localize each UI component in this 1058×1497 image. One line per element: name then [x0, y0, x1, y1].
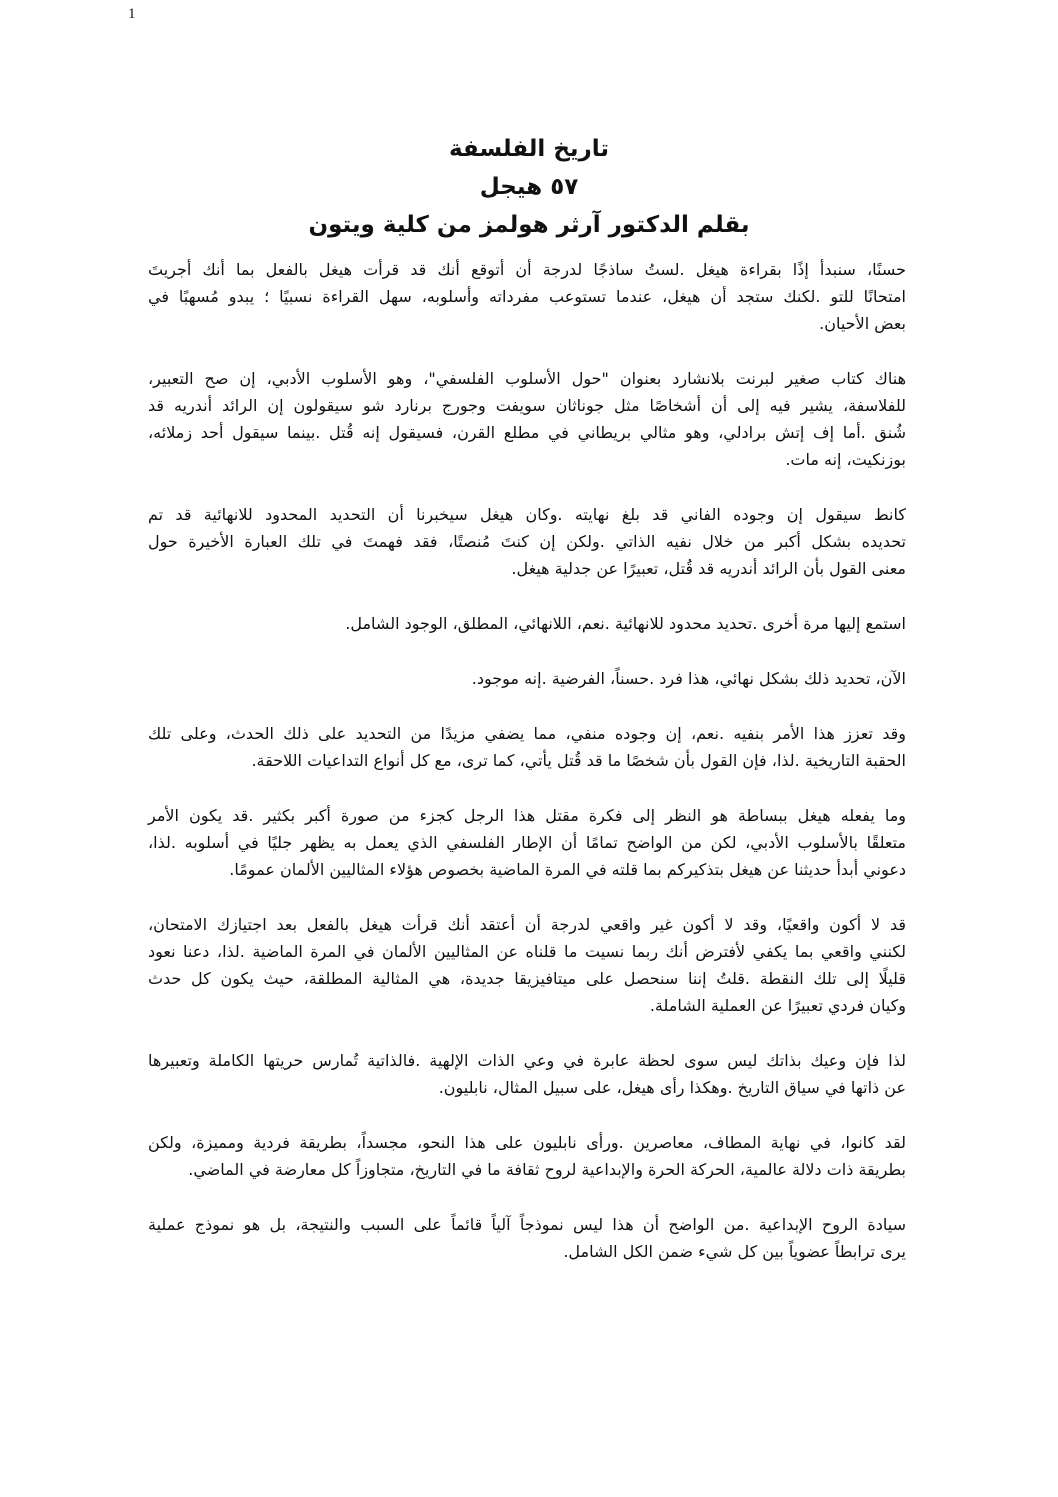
paragraph [148, 911, 906, 1019]
paragraph [148, 501, 906, 582]
page-number: 1 [128, 6, 136, 22]
paragraph-line: شُنق .أما إف إتش برادلي، وهو مثالي بريطاني في مطلع القرن، فسيقول إنه قُتل .بينما سيقول أحد زملائه، [148, 423, 906, 442]
paragraph-line: بوزنكيت، إنه مات. [785, 450, 906, 469]
paragraph-line: بطريقة ذات دلالة عالمية، الحركة الحرة والإبداعية لروح ثقافة ما في التاريخ، متجاوزاً كل معارضة في الماضي. [188, 1160, 906, 1179]
paragraph-line: كانط سيقول إن وجوده الفاني قد بلغ نهايته .وكان هيغل سيخبرنا أن التحديد المحدود للانهائية قد تم [148, 505, 906, 524]
paragraph-line: هناك كتاب صغير لبرنت بلانشارد بعنوان "حول الأسلوب الفلسفي"، وهو الأسلوب الأدبي، إن صح التعبير، [148, 369, 906, 388]
paragraph-line: متعلقًا بالأسلوب الأدبي، لكن من الواضح تمامًا أن الإطار الفلسفي الذي يعمل به يظهر جليًا في أسلوبه .لذا، [148, 833, 906, 852]
paragraph-line: لكنني واقعي بما يكفي لأفترض أنك ربما نسيت ما قلناه عن المثاليين الألمان في المرة الماضية .لذا، دعنا نعود [148, 942, 906, 961]
paragraph [148, 365, 906, 473]
title-line-series: تاريخ الفلسفة [448, 136, 610, 162]
paragraph-line: حسنًا، سنبدأ إذًا بقراءة هيغل .لستُ ساذجًا لدرجة أن أتوقع أنك قد قرأت هيغل بالفعل بما أنك أجريتَ [148, 260, 906, 279]
paragraph [148, 1211, 906, 1265]
paragraph-line: وكيان فردي تعبيرًا عن العملية الشاملة. [649, 996, 906, 1015]
paragraph-line: معنى القول بأن الرائد أندريه قد قُتل، تعبيرًا عن جدلية هيغل. [511, 559, 906, 578]
paragraph-line: قليلًا إلى تلك النقطة .قلتُ إننا سنحصل على ميتافيزيقا جديدة، هي المثالية المطلقة، حيث يكون كل حدث [148, 969, 906, 988]
paragraph-line: الآن، تحديد ذلك بشكل نهائي، هذا فرد .حسناً، الفرضية .إنه موجود. [471, 669, 906, 688]
paragraph [148, 256, 906, 337]
paragraph-line: يرى ترابطاً عضوياً بين كل شيء ضمن الكل الشامل. [563, 1242, 906, 1261]
paragraph [148, 720, 906, 774]
title-line-author: بقلم الدكتور آرثر هولمز من كلية ويتون [308, 212, 750, 238]
paragraph [148, 1129, 906, 1183]
document-title [0, 130, 1058, 244]
paragraph-line: وقد تعزز هذا الأمر بنفيه .نعم، إن وجوده منفي، مما يضفي مزيدًا من التحديد على ذلك الحدث، وعلى تلك [148, 724, 906, 743]
paragraph [148, 1047, 906, 1101]
paragraph [148, 665, 906, 692]
paragraph-line: بعض الأحيان. [819, 314, 906, 333]
paragraph-line: الحقبة التاريخية .لذا، فإن القول بأن شخصًا ما قد قُتل يأتي، كما ترى، مع كل أنواع التداعيات اللاحقة. [251, 751, 906, 770]
paragraph-line: وما يفعله هيغل ببساطة هو النظر إلى فكرة مقتل هذا الرجل كجزء من صورة أكبر بكثير .قد يكون الأمر [148, 806, 906, 825]
title-line-lecture: ٥٧ هيجل [479, 174, 579, 200]
paragraph-line: تحديده بشكل أكبر من خلال نفيه الذاتي .ولكن إن كنتَ مُنصتًا، فقد فهمتَ في تلك العبارة الأخيرة حول [148, 532, 906, 551]
paragraph-line: امتحانًا للتو .لكنك ستجد أن هيغل، عندما تستوعب مفرداته وأسلوبه، سهل القراءة نسبيًا ؛ يبدو مُسهبًا في [148, 287, 906, 306]
paragraph-line: لقد كانوا، في نهاية المطاف، معاصرين .ورأى نابليون على هذا النحو، مجسداً، بطريقة فردية ومميزة، ولكن [148, 1133, 906, 1152]
paragraph [148, 802, 906, 883]
document-body [148, 256, 906, 1293]
paragraph-line: سيادة الروح الإبداعية .من الواضح أن هذا ليس نموذجاً آلياً قائماً على السبب والنتيجة، بل هو نموذج عملية [148, 1215, 906, 1234]
paragraph-line: للفلاسفة، يشير فيه إلى أن أشخاصًا مثل جوناثان سويفت وجورج برنارد شو سيقولون إن الرائد أندريه قد [148, 396, 906, 415]
paragraph-line: عن ذاتها في سياق التاريخ .وهكذا رأى هيغل، على سبيل المثال، نابليون. [438, 1078, 906, 1097]
paragraph-line: لذا فإن وعيك بذاتك ليس سوى لحظة عابرة في وعي الذات الإلهية .فالذاتية تُمارس حريتها الكاملة وتعبيرها [148, 1051, 906, 1070]
paragraph-line: قد لا أكون واقعيًا، وقد لا أكون غير واقعي لدرجة أن أعتقد أنك قرأت هيغل بالفعل بعد اجتيازك الامتحان، [148, 915, 906, 934]
paragraph-line: دعوني أبدأ حديثنا عن هيغل بتذكيركم بما قلته في المرة الماضية بخصوص هؤلاء المثاليين الألمان عمومًا. [229, 860, 906, 879]
paragraph [148, 610, 906, 637]
paragraph-line: استمع إليها مرة أخرى .تحديد محدود للانهائية .نعم، اللانهائي، المطلق، الوجود الشامل. [345, 614, 906, 633]
